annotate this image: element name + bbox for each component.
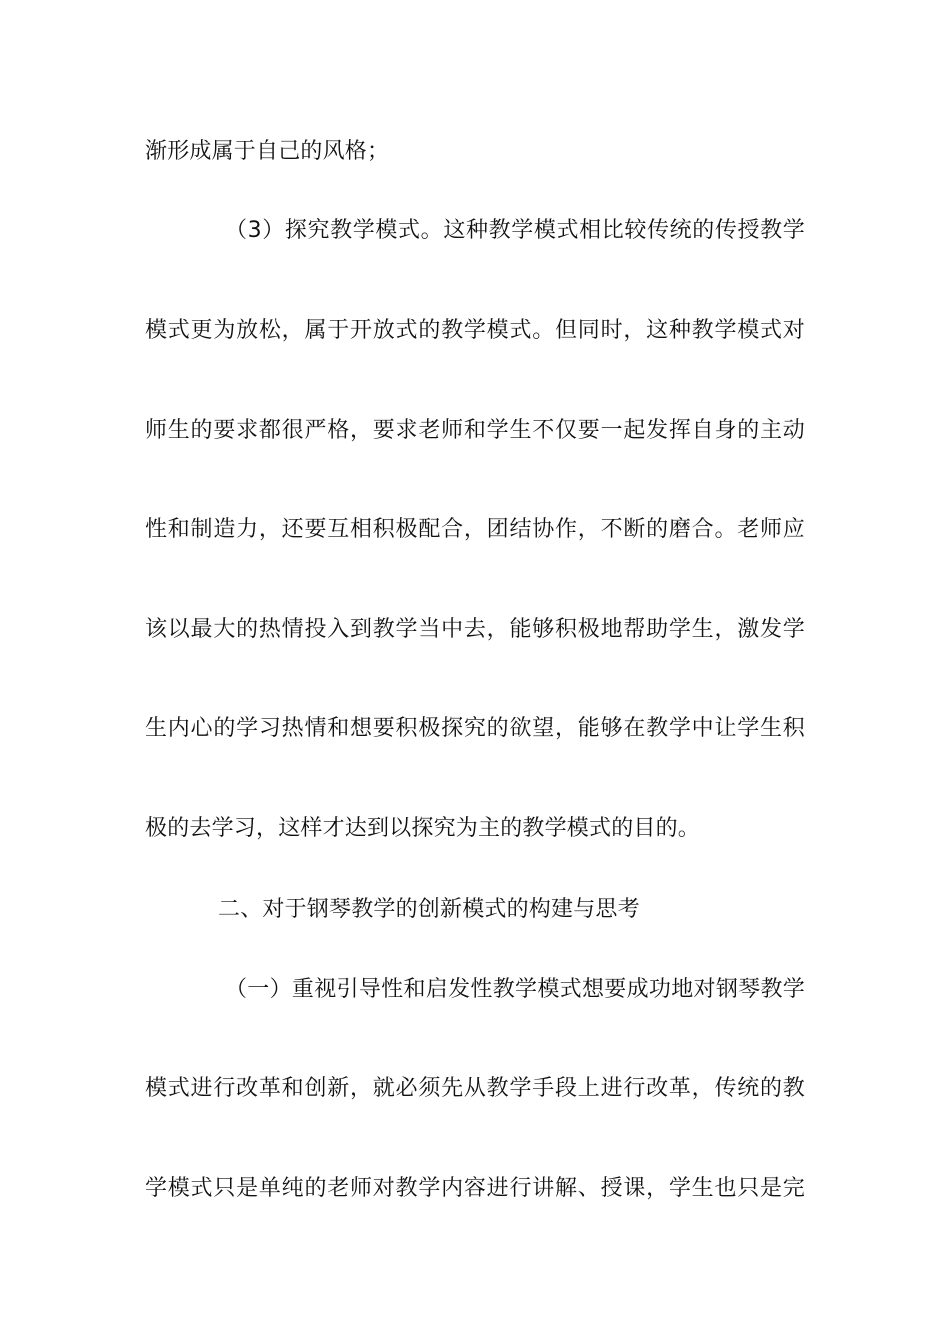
section-heading: 二、对于钢琴教学的创新模式的构建与思考: [218, 897, 640, 922]
paragraph-line: （3）探究教学模式。这种教学模式相比较传统的传授教学: [225, 218, 805, 243]
paragraph-line: 该以最大的热情投入到教学当中去，能够积极地帮助学生，激发学: [145, 617, 805, 642]
paragraph-line: 极的去学习，这样才达到以探究为主的教学模式的目的。: [145, 816, 701, 841]
paragraph-line: 模式更为放松，属于开放式的教学模式。但同时，这种教学模式对: [145, 318, 805, 343]
paragraph-line: 师生的要求都很严格，要求老师和学生不仅要一起发挥自身的主动: [145, 418, 805, 443]
paragraph-line: 生内心的学习热情和想要积极探究的欲望，能够在教学中让学生积: [145, 716, 805, 741]
paragraph-line: 渐形成属于自己的风格；: [145, 139, 390, 164]
paragraph-line: 性和制造力，还要互相积极配合，团结协作，不断的磨合。老师应: [145, 517, 805, 542]
paragraph-line: （一）重视引导性和启发性教学模式想要成功地对钢琴教学: [225, 977, 805, 1002]
paragraph-line: 学模式只是单纯的老师对教学内容进行讲解、授课，学生也只是完: [145, 1176, 805, 1201]
paragraph-line: 模式进行改革和创新，就必须先从教学手段上进行改革，传统的教: [145, 1076, 805, 1101]
